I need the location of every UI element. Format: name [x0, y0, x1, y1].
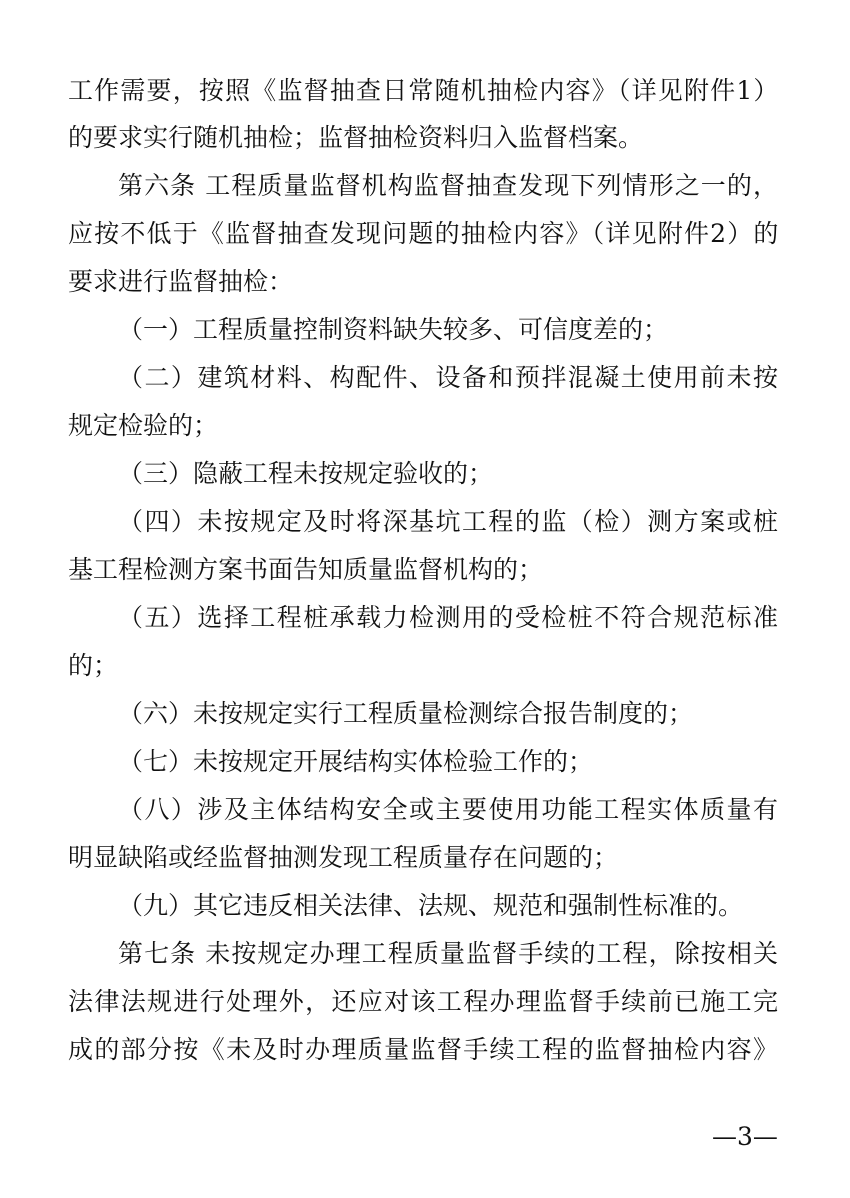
- text-line: （一）工程质量控制资料缺失较多、可信度差的；: [118, 315, 669, 344]
- text-line: （二）建筑材料、构配件、设备和预拌混凝土使用前未按: [118, 363, 780, 392]
- text-line: 法律法规进行处理外，还应对该工程办理监督手续前已施工完: [68, 987, 780, 1016]
- text-line: （五）选择工程桩承载力检测用的受检桩不符合规范标准: [118, 603, 780, 632]
- text-line: 要求进行监督抽检：: [68, 267, 294, 296]
- text-line: （三）隐蔽工程未按规定验收的；: [118, 459, 494, 488]
- text-line: （九）其它违反相关法律、法规、规范和强制性标准的。: [118, 891, 744, 920]
- text-line: （八）涉及主体结构安全或主要使用功能工程实体质量有: [118, 795, 780, 824]
- text-line: 的要求实行随机抽检；监督抽检资料归入监督档案。: [68, 123, 644, 152]
- text-line: 第七条 未按规定办理工程质量监督手续的工程，除按相关: [118, 939, 780, 968]
- text-line: （六）未按规定实行工程质量检测综合报告制度的；: [118, 699, 694, 728]
- text-line: 工作需要，按照《监督抽查日常随机抽检内容》（详见附件1）: [68, 76, 780, 105]
- page-number: —3—: [712, 1122, 778, 1151]
- text-line: （七）未按规定开展结构实体检验工作的；: [118, 747, 594, 776]
- text-line: 的；: [68, 651, 119, 680]
- text-line: 成的部分按《未及时办理质量监督手续工程的监督抽检内容》: [68, 1035, 780, 1064]
- text-line: 明显缺陷或经监督抽测发现工程质量存在问题的；: [68, 843, 619, 872]
- text-line: （四）未按规定及时将深基坑工程的监（检）测方案或桩: [118, 507, 780, 536]
- text-line: 规定检验的；: [68, 411, 219, 440]
- text-line: 基工程检测方案书面告知质量监督机构的；: [68, 555, 544, 584]
- text-line: 应按不低于《监督抽查发现问题的抽检内容》（详见附件2）的: [68, 219, 780, 248]
- text-line: 第六条 工程质量监督机构监督抽查发现下列情形之一的，: [118, 171, 780, 200]
